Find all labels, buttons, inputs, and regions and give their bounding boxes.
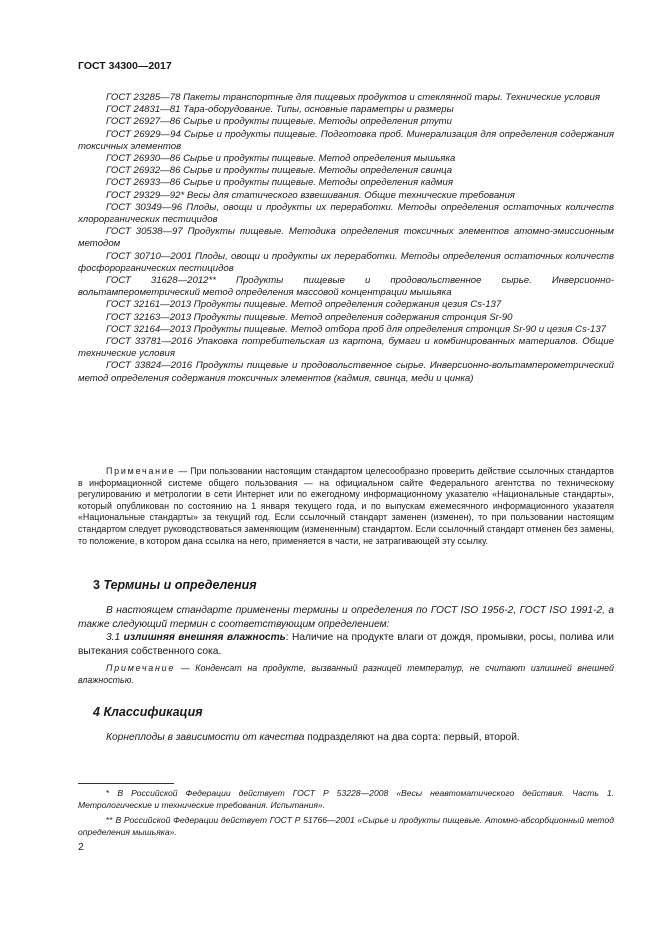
footnotes: [78, 787, 614, 840]
footnote-item: [78, 787, 614, 812]
footnote-text: В Российской Федерации действует ГОСТ Р 51766—2001 «Сырье и продукты пищевые. Атомно-абсорбционный метод определения мышьяка».: [78, 814, 615, 837]
note-label: Примечание: [106, 466, 176, 476]
reference-item: ГОСТ 33824—2016 Продукты пищевые и продовольственное сырье. Инверсионно-вольтамперометрический метод определения содержания токсичных элементов (кадмия, свинца, меди и цинка): [78, 360, 614, 384]
note-text: — Конденсат на продукте, вызванный разницей температур, не считают излишней внешней влажностью.: [78, 663, 614, 685]
term-note: [78, 662, 614, 686]
section-number: 4: [93, 705, 100, 719]
page-header: ГОСТ 34300—2017: [78, 60, 172, 72]
reference-item: ГОСТ 31628—2012** Продукты пищевые и продовольственное сырье. Инверсионно-вольтамперометрический метод определения массовой концентрации мышьяка: [78, 275, 614, 299]
section-title: Термины и определения: [103, 578, 257, 592]
classification-subject: Корнеплоды в зависимости от качества: [106, 732, 305, 743]
reference-item: ГОСТ 32164—2013 Продукты пищевые. Метод отбора проб для определения стронция Sr-90 и цезия Cs-137: [106, 323, 606, 335]
reference-item: ГОСТ 32163—2013 Продукты пищевые. Метод определения содержания стронция Sr-90: [106, 311, 513, 323]
term-number: 3.1: [106, 632, 121, 644]
page-number: 2: [78, 841, 84, 853]
reference-item: ГОСТ 30349—96 Плоды, овощи и продукты их переработки. Методы определения остаточных количеств хлорорганических пестицидов: [78, 201, 614, 226]
footnote-divider: [78, 783, 174, 784]
footnote-mark: *: [106, 788, 110, 798]
term-definition-text: : Наличие на продукте влаги от дождя, промывки, росы, полива или вытекания собственного сока.: [78, 632, 614, 657]
term-definition: [78, 631, 614, 658]
reference-item: ГОСТ 30710—2001 Плоды, овощи и продукты их переработки. Методы определения остаточных количеств фосфорорганических пестицидов: [78, 250, 614, 274]
reference-item: ГОСТ 33781—2016 Упаковка потребительская из картона, бумаги и комбинированных материалов. Общие технические условия: [78, 336, 614, 360]
reference-item: ГОСТ 23285—78 Пакеты транспортные для пищевых продуктов и стеклянной тары. Технические условия: [106, 92, 600, 103]
reference-item: ГОСТ 29329—92* Весы для статического взвешивания. Общие технические требования: [106, 189, 515, 201]
note-label: Примечание: [106, 663, 176, 673]
reference-item: ГОСТ 26932—86 Сырье и продукты пищевые. Методы определения свинца: [106, 165, 453, 177]
reference-item: ГОСТ 26933—86 Сырье и продукты пищевые. Методы определения кадмия: [106, 177, 453, 189]
section-4-body: [78, 731, 614, 745]
term-name: излишняя внешняя влажность: [123, 632, 286, 644]
section-number: 3: [93, 578, 100, 592]
reference-item: ГОСТ 26929—94 Сырье и продукты пищевые. Подготовка проб. Минерализация для определения содержания токсичных элементов: [78, 128, 614, 152]
section-3-body: [78, 604, 614, 658]
classification-text: подразделяют на два сорта: первый, второй.: [304, 732, 520, 743]
reference-item: ГОСТ 32161—2013 Продукты пищевые. Метод определения содержания цезия Cs-137: [106, 299, 502, 311]
section-3-heading: [93, 578, 257, 592]
section-title: Классификация: [103, 705, 203, 719]
reference-item: ГОСТ 26927—86 Сырье и продукты пищевые. Методы определения ртути: [106, 116, 452, 128]
section-3-intro: В настоящем стандарте применены термины и определения по ГОСТ ISO 1956-2, ГОСТ ISO 1991-2, а также следующий термин с соответствующим определением:: [78, 605, 614, 630]
reference-item: ГОСТ 30538—97 Продукты пищевые. Методика определения токсичных элементов атомно-эмиссионным методом: [78, 226, 614, 250]
footnote-mark: **: [106, 814, 113, 825]
reference-item: ГОСТ 24831—81 Тара-оборудование. Типы, основные параметры и размеры: [106, 104, 454, 116]
reference-item: ГОСТ 26930—86 Сырье и продукты пищевые. Метод определения мышьяка: [106, 153, 456, 165]
section-4-heading: [93, 705, 203, 719]
footnote-text: В Российской Федерации действует ГОСТ Р 53228—2008 «Весы неавтоматического действия. Часть 1. Метрологические и технические требования. Испытания».: [78, 788, 614, 811]
references-note: [78, 466, 614, 547]
note-text: — При пользовании настоящим стандартом целесообразно проверить действие ссылочных стандартов в информационной системе общего пользования — на официальном сайте Федерального агентства по техническому регулированию и метрологии в сети Интернет или по ежегодному информационному указателю «Национальные стандарты», который опубликован по состоянию на 1 января текущего года, и по выпускам ежемесячного информационного указателя «Национальные стандарты» за текущий год. Если ссылочный стандарт заменен (изменен), то при пользовании настоящим стандартом следует руководствоваться заменяющим (измененным) стандартом. Если ссылочный стандарт отменен без замены, то положение, в котором дана ссылка на него, применяется в части, не затрагивающей эту ссылку.: [78, 466, 614, 546]
normative-references-list: [78, 92, 614, 385]
footnote-item: [78, 814, 614, 839]
